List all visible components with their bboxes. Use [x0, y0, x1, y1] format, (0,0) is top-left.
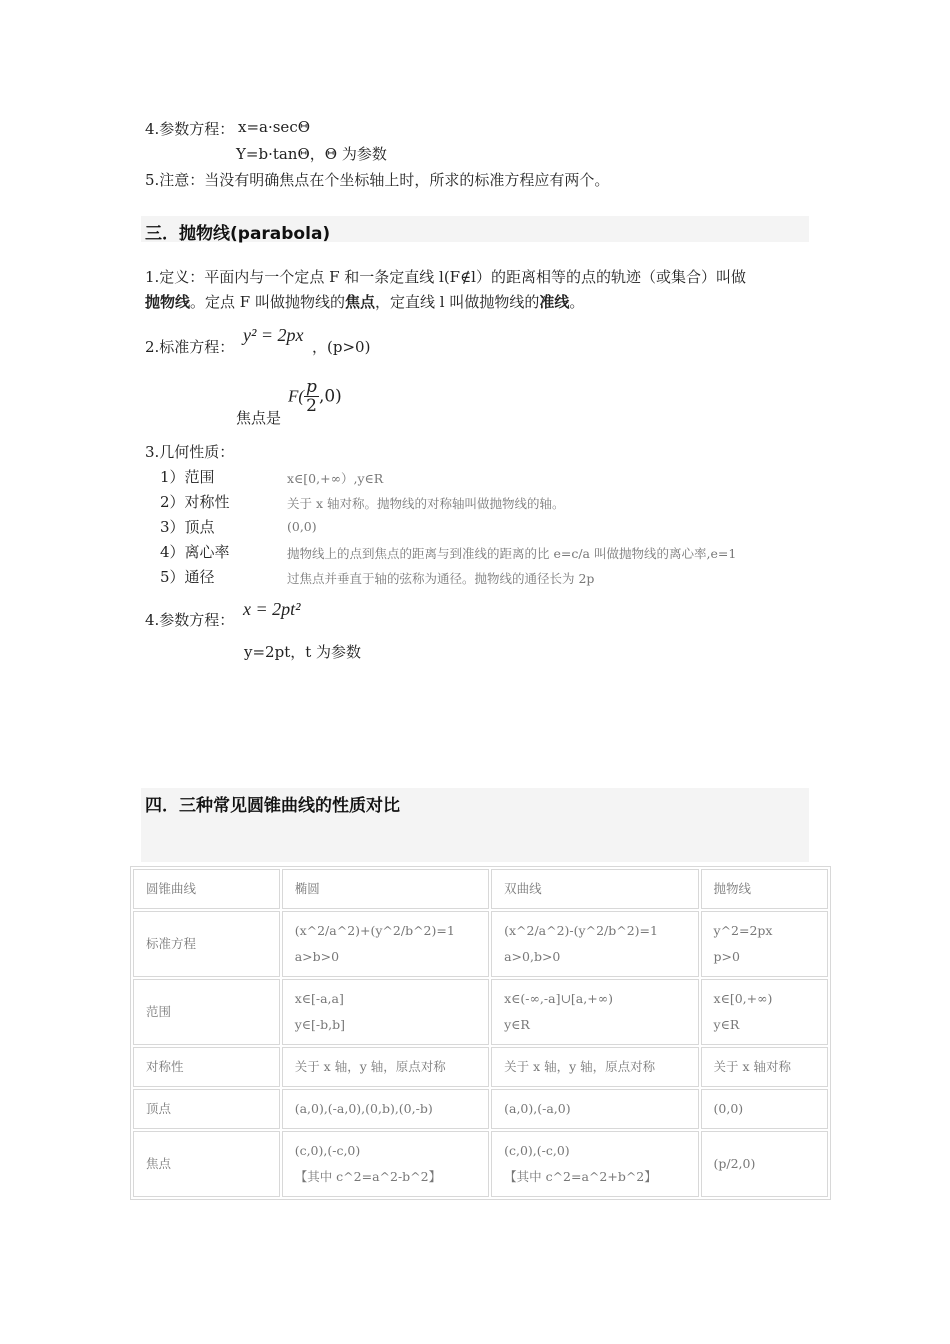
- standard-equation: y² = 2px: [243, 325, 304, 345]
- prop-name-vertex: 3）顶点: [160, 518, 215, 536]
- definition-text: 。定点 F 叫做抛物线的: [190, 293, 345, 311]
- ellipse-param-line2: Y=b·tanΘ，Θ 为参数: [236, 145, 387, 163]
- comparison-table: [130, 866, 831, 1200]
- ellipse-note: 5.注意：当没有明确焦点在个坐标轴上时，所求的标准方程应有两个。: [145, 171, 610, 189]
- ellipse-param-line1: x=a·secΘ: [238, 118, 311, 136]
- table-cell: 关于 x 轴，y 轴，原点对称: [282, 1047, 489, 1087]
- header-cell: 抛物线: [701, 869, 828, 909]
- table-row: [133, 1089, 828, 1129]
- term-directrix: 准线: [539, 293, 570, 311]
- cell-line: y∈R: [504, 1017, 530, 1032]
- table-cell: [491, 911, 698, 977]
- prop-name-symmetry: 2）对称性: [160, 493, 230, 511]
- cell-line: (c,0),(-c,0): [294, 1143, 361, 1158]
- focus-label: 焦点是: [236, 409, 282, 427]
- prop-name-range: 1）范围: [160, 468, 215, 486]
- parabola-param-eq: x = 2pt²: [243, 599, 301, 619]
- cell-line: y∈R: [713, 1017, 740, 1032]
- table-cell: [491, 979, 698, 1045]
- prop-value-eccentricity: 抛物线上的点到焦点的距离与到准线的距离的比 e=c/a 叫做抛物线的离心率,e=1: [287, 546, 737, 561]
- table-cell: (a,0),(-a,0): [491, 1089, 698, 1129]
- table-cell: [282, 911, 489, 977]
- table-header-row: [133, 869, 828, 909]
- term-focus: 焦点: [344, 293, 375, 311]
- row-label: 顶点: [133, 1089, 280, 1129]
- prop-value-latus-rectum: 过焦点并垂直于轴的弦称为通径。抛物线的通径长为 2p: [287, 571, 595, 586]
- table-cell: [701, 911, 828, 977]
- geometric-properties-label: 3.几何性质：: [145, 443, 235, 461]
- standard-equation-label: 2.标准方程：: [145, 338, 235, 356]
- parabola-definition-line1: [145, 266, 746, 287]
- table-cell: (0,0): [701, 1089, 828, 1129]
- cell-line: a>b>0: [294, 949, 340, 964]
- row-label: 范围: [133, 979, 280, 1045]
- table-cell: (a,0),(-a,0),(0,b),(0,-b): [282, 1089, 489, 1129]
- cell-line: (c,0),(-c,0): [504, 1143, 570, 1158]
- header-cell: 圆锥曲线: [133, 869, 280, 909]
- cell-line: x∈[0,+∞): [713, 991, 773, 1006]
- table-cell: (p/2,0): [701, 1131, 828, 1197]
- cell-line: x∈(-∞,-a]∪[a,+∞): [504, 991, 613, 1006]
- term-parabola: 抛物线: [145, 293, 191, 311]
- section4-title: 四．三种常见圆锥曲线的性质对比: [145, 796, 400, 816]
- cell-line: a>0,b>0: [504, 949, 561, 964]
- table-cell: [701, 979, 828, 1045]
- table-cell: [282, 1131, 489, 1197]
- prop-name-eccentricity: 4）离心率: [160, 543, 230, 561]
- ellipse-param-label: 4.参数方程：: [145, 120, 235, 138]
- row-label: 焦点: [133, 1131, 280, 1197]
- section3-title: 三．抛物线(parabola): [145, 224, 331, 244]
- standard-equation-condition: ，(p>0): [312, 338, 371, 356]
- focus-formula: [288, 378, 342, 415]
- table-cell: 关于 x 轴对称: [701, 1047, 828, 1087]
- cell-line: p>0: [713, 949, 740, 964]
- prop-name-latus-rectum: 5）通径: [160, 568, 215, 586]
- cell-line: (x^2/a^2)+(y^2/b^2)=1: [294, 923, 455, 938]
- table-row: [133, 1131, 828, 1197]
- definition-text: 。: [569, 293, 585, 311]
- prop-value-symmetry: 关于 x 轴对称。抛物线的对称轴叫做抛物线的轴。: [287, 496, 565, 511]
- focus-denominator: 2: [306, 396, 317, 416]
- parabola-param-label: 4.参数方程：: [145, 611, 235, 629]
- header-cell: 双曲线: [491, 869, 698, 909]
- parabola-param-line2: y=2pt，t 为参数: [244, 643, 362, 661]
- row-label: 标准方程: [133, 911, 280, 977]
- table-row: [133, 911, 828, 977]
- definition-text: 1.定义：平面内与一个定点 F 和一条定直线 l(F∉l）的距离相等的点的轨迹（或集合）叫做: [145, 268, 746, 286]
- cell-line: (x^2/a^2)-(y^2/b^2)=1: [504, 923, 658, 938]
- focus-fraction: [304, 378, 319, 415]
- focus-numerator: p: [306, 377, 317, 397]
- table-cell: 关于 x 轴，y 轴，原点对称: [491, 1047, 698, 1087]
- header-cell: 椭圆: [282, 869, 489, 909]
- table-cell: [282, 979, 489, 1045]
- definition-text: ，定直线 l 叫做抛物线的: [374, 293, 540, 311]
- table-row: [133, 1047, 828, 1087]
- prop-value-range: x∈[0,+∞）,y∈R: [287, 471, 384, 486]
- cell-line: y∈[-b,b]: [294, 1017, 345, 1032]
- parabola-definition-line2: [145, 291, 584, 312]
- table-row: [133, 979, 828, 1045]
- cell-line: y^2=2px: [713, 923, 773, 938]
- table-cell: [491, 1131, 698, 1197]
- cell-line: 【其中 c^2=a^2-b^2】: [294, 1169, 442, 1184]
- prop-value-vertex: (0,0): [287, 519, 317, 534]
- row-label: 对称性: [133, 1047, 280, 1087]
- focus-F: F(: [288, 386, 305, 406]
- focus-tail: ,0): [318, 386, 342, 407]
- cell-line: 【其中 c^2=a^2+b^2】: [504, 1169, 657, 1184]
- cell-line: x∈[-a,a]: [294, 991, 344, 1006]
